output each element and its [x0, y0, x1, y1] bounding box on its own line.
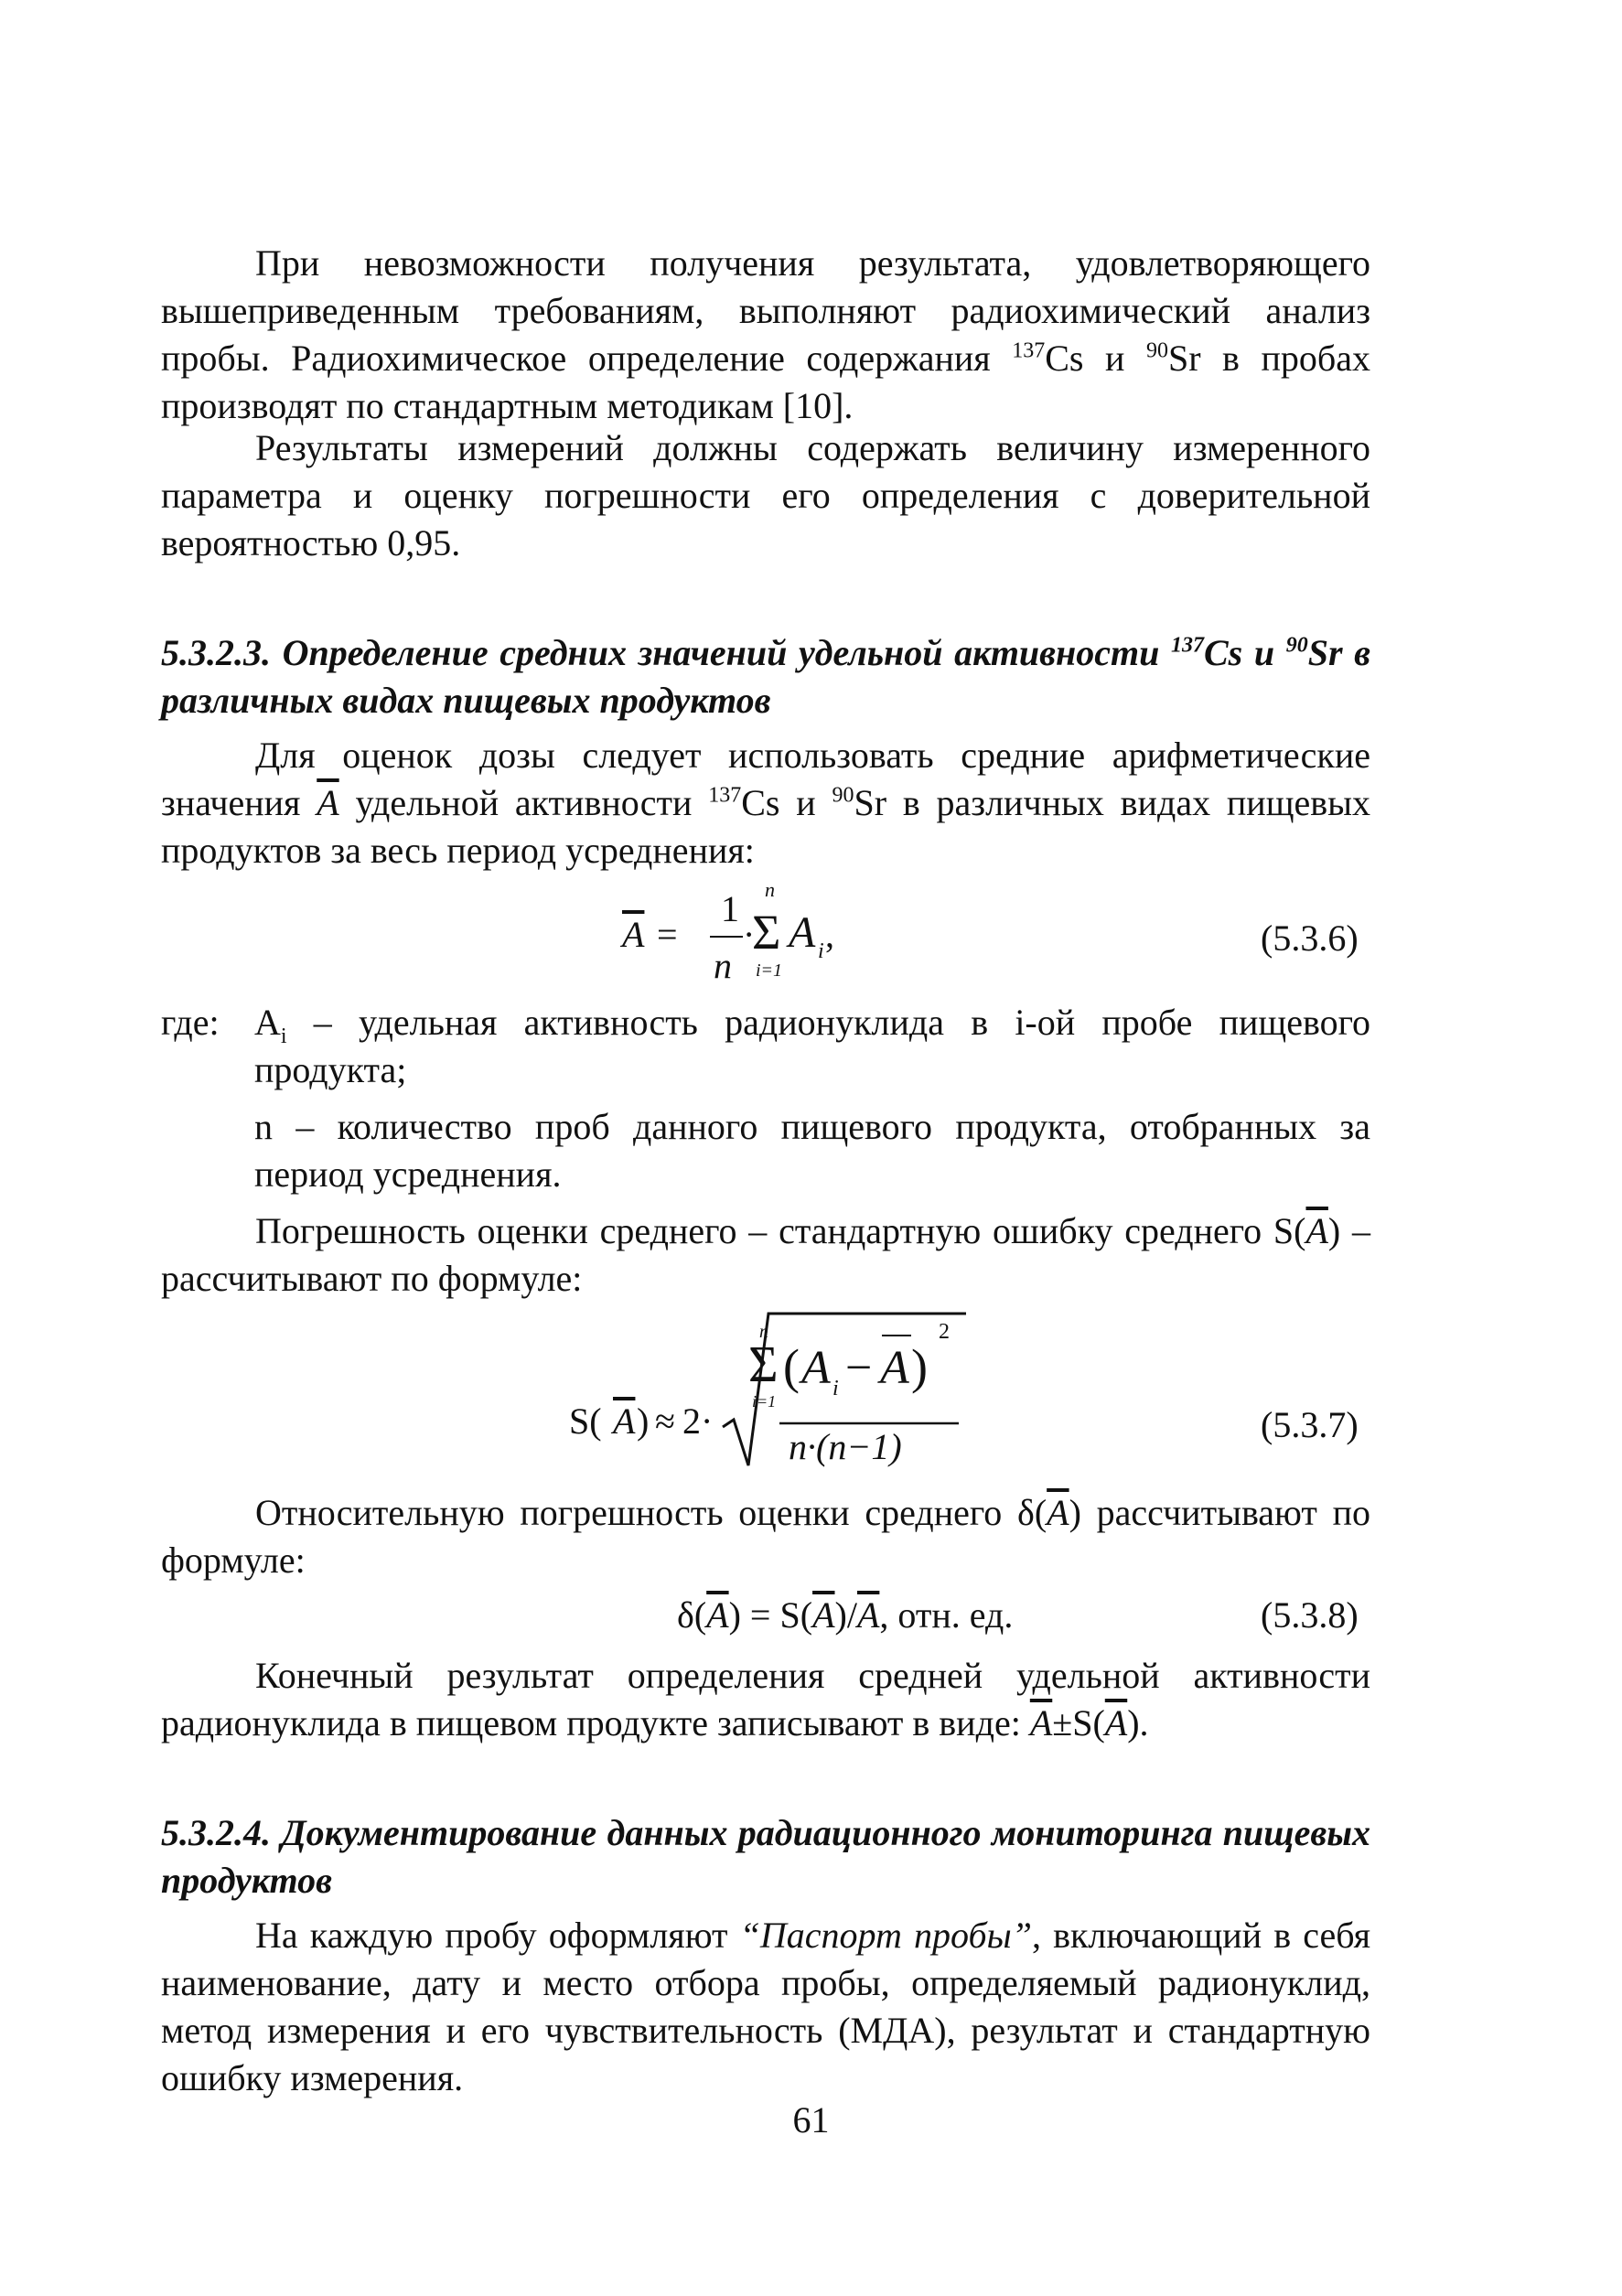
sum-lower-limit: i=1: [752, 1392, 777, 1411]
paragraph-relative-error: [161, 1489, 1370, 1584]
where-item-n: n – количество проб данного пищевого продукта, отобранных за период усреднения.: [254, 1106, 1370, 1195]
sr-symbol: Sr: [1307, 632, 1343, 673]
dot-operator: ·: [743, 914, 756, 955]
ai-description: – удельная активность радионуклида в i-ой пробе пищевого продукта;: [254, 1002, 1370, 1090]
ai-symbol: A: [254, 1002, 281, 1043]
text: ).: [1127, 1702, 1149, 1743]
text: в различных видах пищевых продуктов за весь период усреднения:: [161, 782, 1371, 871]
paren-open: (: [783, 1339, 800, 1394]
text: Погрешность оценки среднего – стандартную ошибку среднего S(: [255, 1210, 1306, 1251]
formula-a-bar: $\overline{A}$: [613, 1400, 636, 1442]
paragraph-sample-passport: [161, 1912, 1370, 2102]
a-bar-symbol: $\overline{A}$: [812, 1594, 835, 1636]
cs-mass-number: 137: [1012, 338, 1046, 363]
ai-subscript: i: [280, 1025, 287, 1048]
section-number: 5.3.2.3.: [161, 632, 271, 673]
delta-symbol: δ(: [677, 1594, 707, 1636]
paragraph-radiochemical: [161, 240, 1370, 430]
minus-sign: −: [845, 1342, 873, 1394]
a-bar-term: A: [880, 1342, 909, 1394]
formula-approx: ≈: [655, 1400, 675, 1442]
formula-middle: ) = S(: [728, 1594, 813, 1636]
cs-symbol: Cs: [1045, 338, 1084, 379]
formula-term-subscript: i: [818, 939, 824, 963]
a-bar-symbol: $\overline{A}$: [317, 782, 339, 823]
text: ) рассчитывают по формуле:: [161, 1492, 1370, 1581]
paragraph-results: [161, 424, 1370, 567]
paren-close: ): [911, 1339, 928, 1394]
cs-mass-number: 137: [708, 783, 742, 808]
a-bar-symbol: $\overline{A}$: [856, 1594, 880, 1636]
ai-term: A: [801, 1342, 831, 1394]
equation-number: (5.3.8): [1261, 1594, 1359, 1636]
text: При невозможности получения результата, удовлетворяющего вышеприведенным требованиям, выполняют радиохимический анализ пробы. Радиохимическое определение содержания: [161, 242, 1370, 379]
section-title: Документирование данных радиационного мониторинга пищевых продуктов: [161, 1812, 1370, 1901]
page-number: 61: [792, 2099, 830, 2140]
text: На каждую пробу оформляют: [255, 1915, 740, 1956]
where-label: где:: [161, 1002, 220, 1043]
formula-division: )/: [834, 1594, 857, 1636]
formula-numerator: 1: [721, 888, 739, 929]
sr-symbol: Sr: [1167, 338, 1201, 379]
text: и: [1083, 338, 1146, 379]
a-bar-symbol: $\overline{A}$: [1029, 1702, 1053, 1743]
formula-denominator: n: [714, 945, 732, 986]
cs-symbol: Cs: [1203, 632, 1243, 673]
sum-upper-limit: n: [765, 878, 775, 901]
quoted-document-name: “Паспорт пробы”: [739, 1915, 1032, 1956]
equation-number: (5.3.7): [1261, 1404, 1359, 1445]
fraction-bar: [710, 936, 743, 938]
sum-upper-limit: n: [759, 1322, 768, 1342]
text: ) – рассчитывают по формуле:: [161, 1210, 1370, 1299]
section-heading-5-3-2-4: [161, 1809, 1370, 1904]
a-bar-symbol: $\overline{A}$: [1104, 1702, 1128, 1743]
section-number: 5.3.2.4.: [161, 1812, 271, 1853]
a-bar-symbol: $\overline{A}$: [1305, 1210, 1328, 1251]
text: Для оценок дозы следует использовать средние арифметические значения: [161, 735, 1370, 823]
sum-symbol: Σ: [752, 905, 781, 960]
cs-mass-number: 137: [1170, 633, 1204, 658]
formula-s: S(: [569, 1400, 602, 1442]
where-item-ai: [254, 999, 1370, 1094]
formula-term: A: [789, 908, 816, 957]
paragraph-final-result: [161, 1652, 1370, 1747]
paragraph-standard-error: [161, 1207, 1370, 1303]
section-title: в различных видах пищевых продуктов: [161, 632, 1370, 721]
formula-lhs: $\overline{A}$: [622, 914, 645, 955]
section-title: Определение средних значений удельной активности: [271, 632, 1171, 673]
text: удельной активности: [338, 782, 709, 823]
formula-unit: , отн. ед.: [879, 1594, 1014, 1636]
text: Относительную погрешность оценки среднего δ(: [255, 1492, 1047, 1533]
ai-subscript: i: [832, 1377, 839, 1400]
a-bar-symbol: $\overline{A}$: [706, 1594, 729, 1636]
section-heading-5-3-2-3: [161, 629, 1370, 724]
sr-mass-number: 90: [1145, 338, 1168, 363]
sum-symbol: Σ: [748, 1336, 779, 1393]
sr-symbol: Sr: [854, 782, 887, 823]
text: в пробах производят по стандартным методикам [10].: [161, 338, 1370, 426]
formula-coefficient: 2·: [682, 1400, 714, 1442]
cs-symbol: Cs: [741, 782, 780, 823]
sr-mass-number: 90: [1285, 633, 1308, 658]
text: Конечный результат определения средней удельной активности радионуклида в пищевом продукте записывают в виде:: [161, 1655, 1370, 1743]
a-bar-symbol: $\overline{A}$: [1047, 1492, 1069, 1533]
formula-denominator: n·(n−1): [789, 1426, 902, 1467]
paragraph-text: Результаты измерений должны содержать величину измеренного параметра и оценку погрешности его определения с доверительной вероятностью 0,95.: [161, 427, 1370, 563]
plus-minus-s: ±S(: [1052, 1702, 1105, 1743]
exponent: 2: [939, 1320, 950, 1344]
formula-paren: ): [637, 1400, 650, 1442]
equation-number: (5.3.6): [1261, 917, 1359, 959]
sum-lower-limit: i=1: [756, 960, 783, 981]
text: и: [1242, 632, 1286, 673]
formula-comma: ,: [825, 914, 834, 955]
formula-equals: =: [657, 914, 678, 955]
text: , включающий в себя наименование, дату и место отбора пробы, определяемый радионуклид, метод измерения и его чувствительность (МДА), результат и стандартную ошибку измерения.: [161, 1915, 1370, 2098]
sr-mass-number: 90: [832, 783, 854, 808]
paragraph-average-values: [161, 732, 1370, 874]
text: и: [779, 782, 832, 823]
